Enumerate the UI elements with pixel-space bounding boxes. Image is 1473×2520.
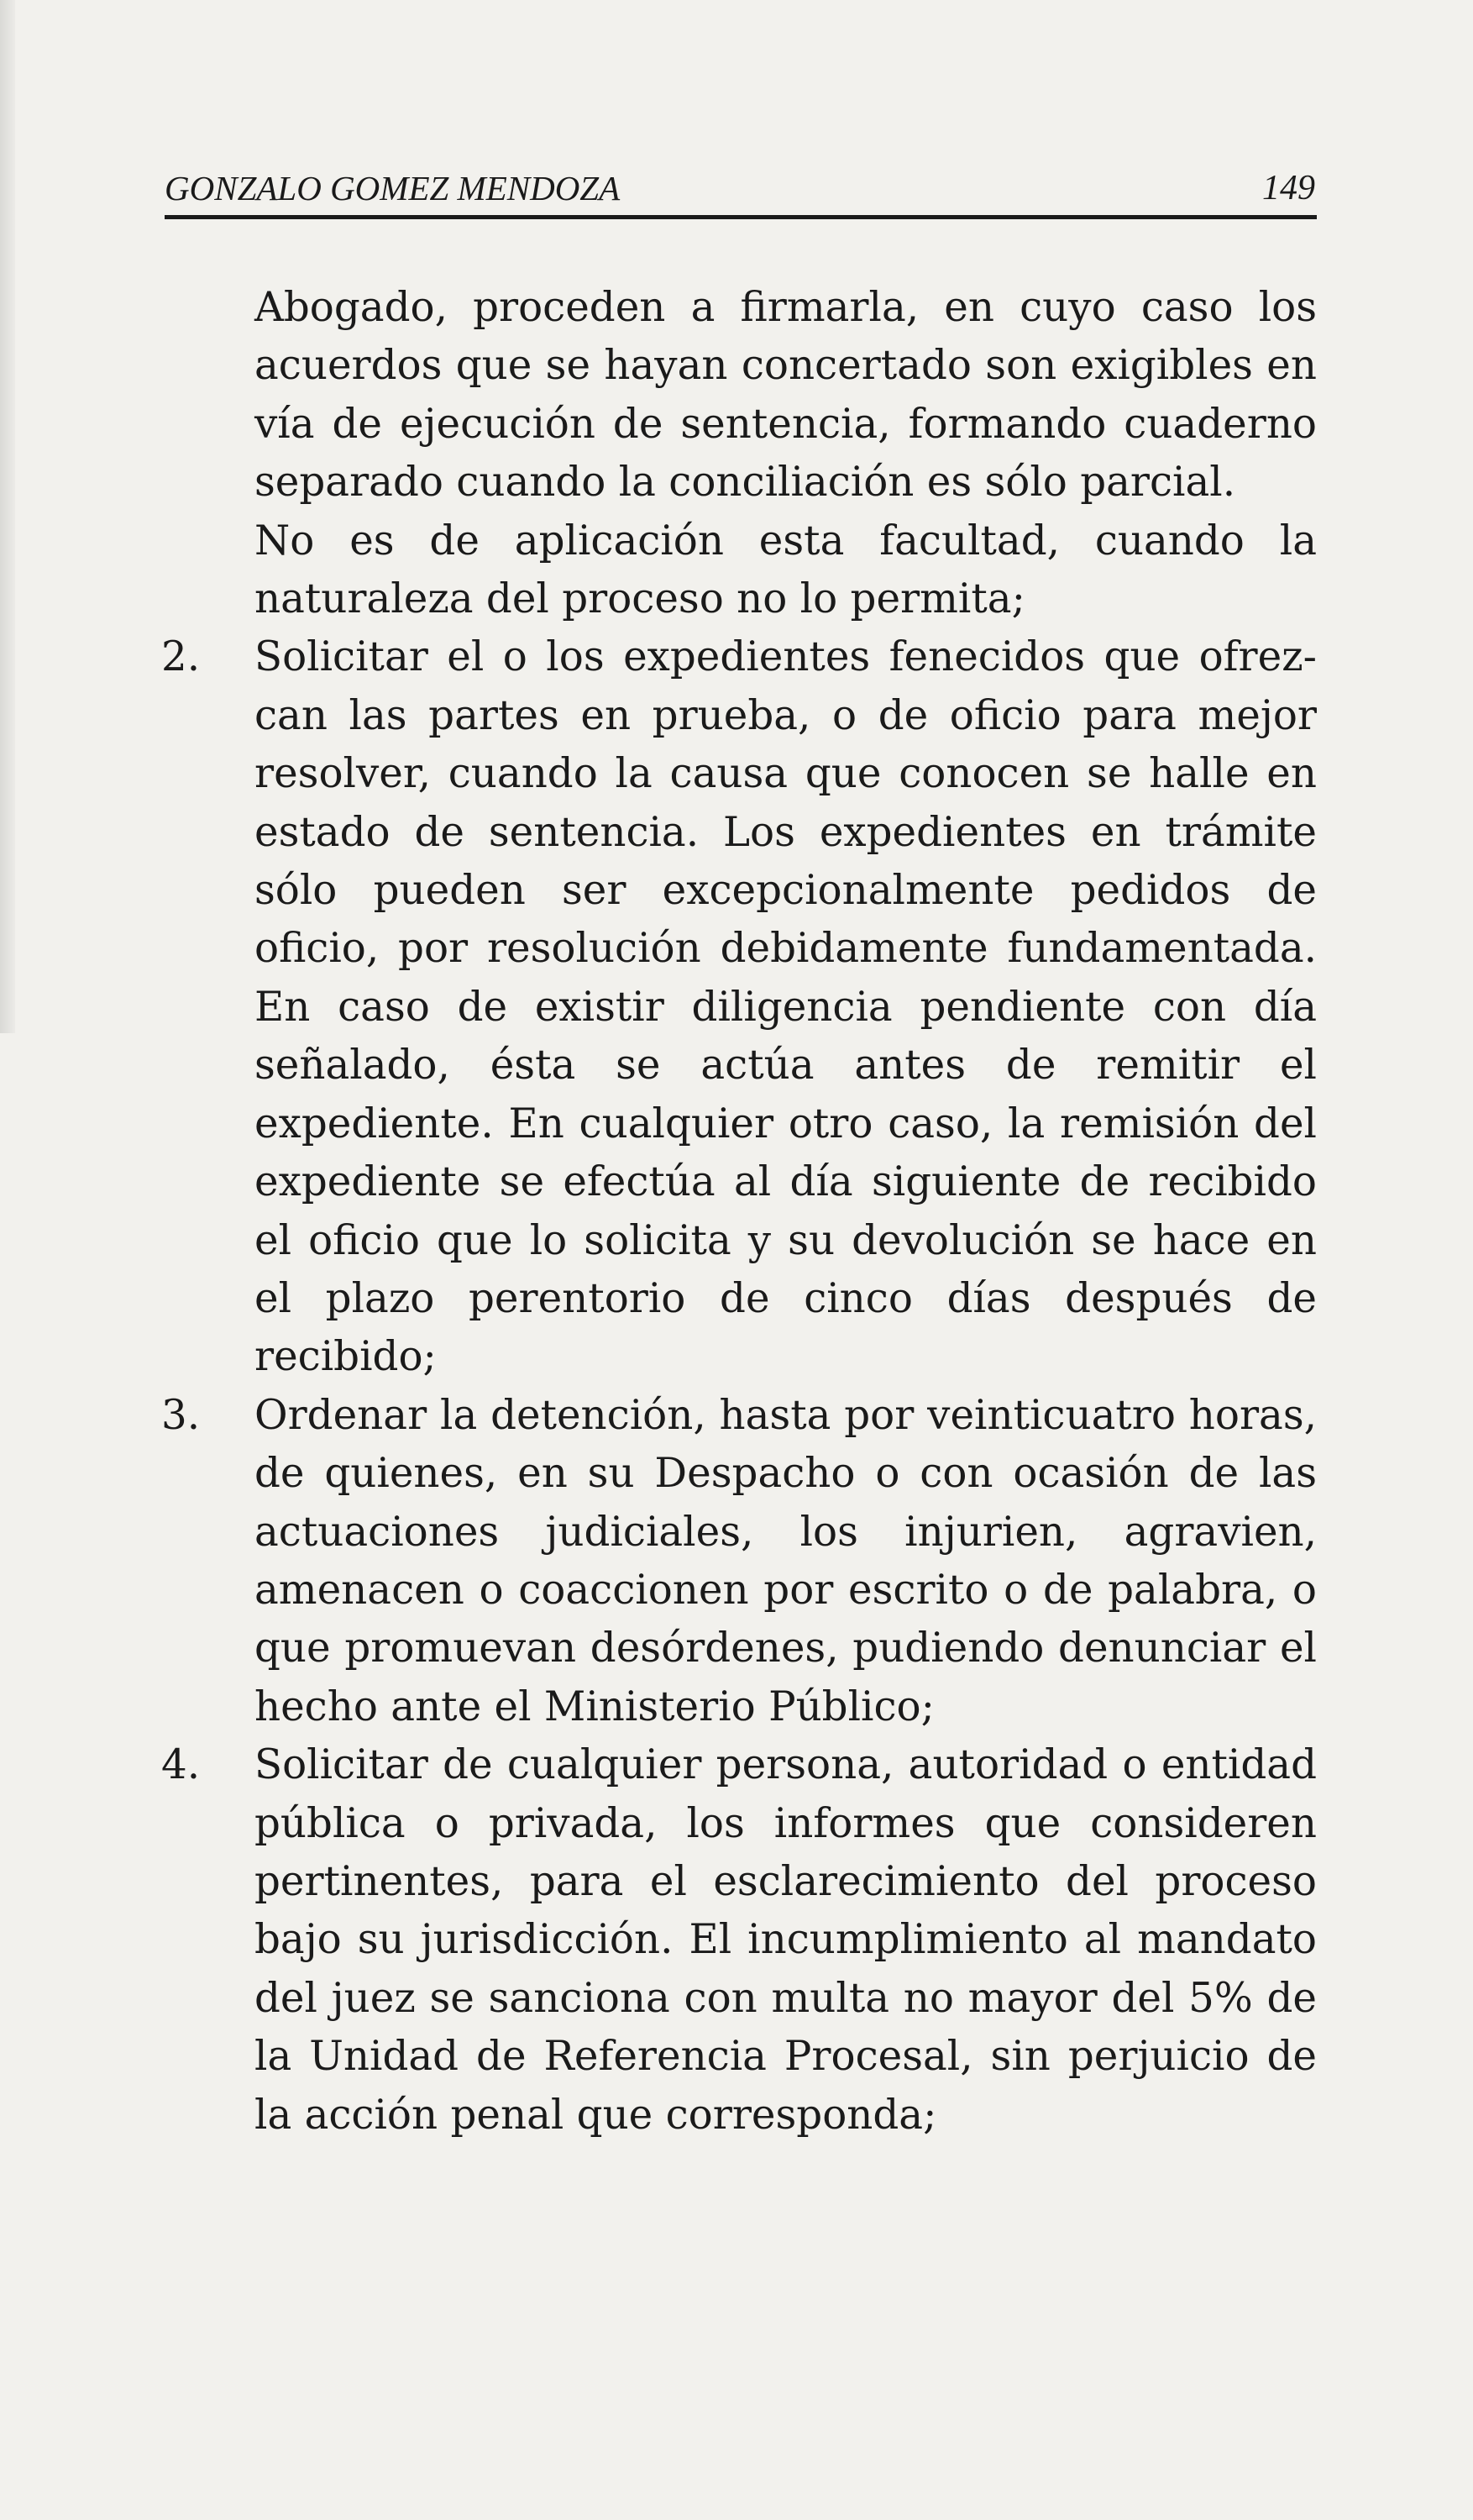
item-number: 3. [161, 1391, 201, 1439]
paragraph-text: No es de aplicación esta facultad, cuando la naturaleza del proceso no lo permita; [254, 517, 1317, 623]
page-number: 149 [1262, 169, 1315, 207]
continuation-paragraph [161, 512, 1317, 629]
continuation-paragraph [161, 279, 1317, 512]
item-text: Solicitar de cualquier persona, autoridad o entidad pública o privada, los informes que consideren pertinentes, para el esclarecimiento del proceso bajo su jurisdicción. El incumplimiento al mandato del juez se sanciona con multa no mayor del 5% de la Unidad de Referencia Procesal, sin perjuicio de la acción penal que corresponda; [254, 1741, 1317, 2139]
list-item-2 [161, 628, 1317, 1386]
body-text [161, 279, 1317, 2145]
item-number: 2. [161, 633, 201, 681]
list-item-3 [161, 1387, 1317, 1736]
item-text: Solicitar el o los expedientes fenecidos que ofrezcan las partes en prueba, o de oficio para mejor resolver, cuando la causa que conocen se halle en estado de sentencia. Los expedientes en trámite sólo pueden ser excepcionalmente pedidos de oficio, por resolución debidamente fundamentada. En caso de existir diligencia pendiente con día señalado, ésta se actúa antes de remitir el expediente. En cualquier otro caso, la remisión del expediente se efectúa al día siguiente de recibido el oficio que lo solicita y su devolución se hace en el plazo perentorio de cinco días después de recibido; [254, 633, 1317, 1381]
item-number: 4. [161, 1741, 201, 1789]
header-author: GONZALO GOMEZ MENDOZA [165, 169, 621, 207]
running-header [165, 156, 1317, 219]
list-item-4 [161, 1736, 1317, 2145]
item-text: Ordenar la detención, hasta por veinticuatro horas, de quienes, en su Despacho o con ocasión de las actuaciones judiciales, los injurien, agravien, amenacen o coaccionen por escrito o de palabra, o que promuevan desórdenes, pudiendo denunciar el hecho ante el Ministerio Público; [254, 1391, 1317, 1730]
paragraph-text: Abogado, proceden a firmarla, en cuyo caso los acuerdos que se hayan concertado son exigibles en vía de ejecución de sentencia, formando cuaderno separado cuando la conciliación es sólo parcial. [254, 284, 1317, 507]
